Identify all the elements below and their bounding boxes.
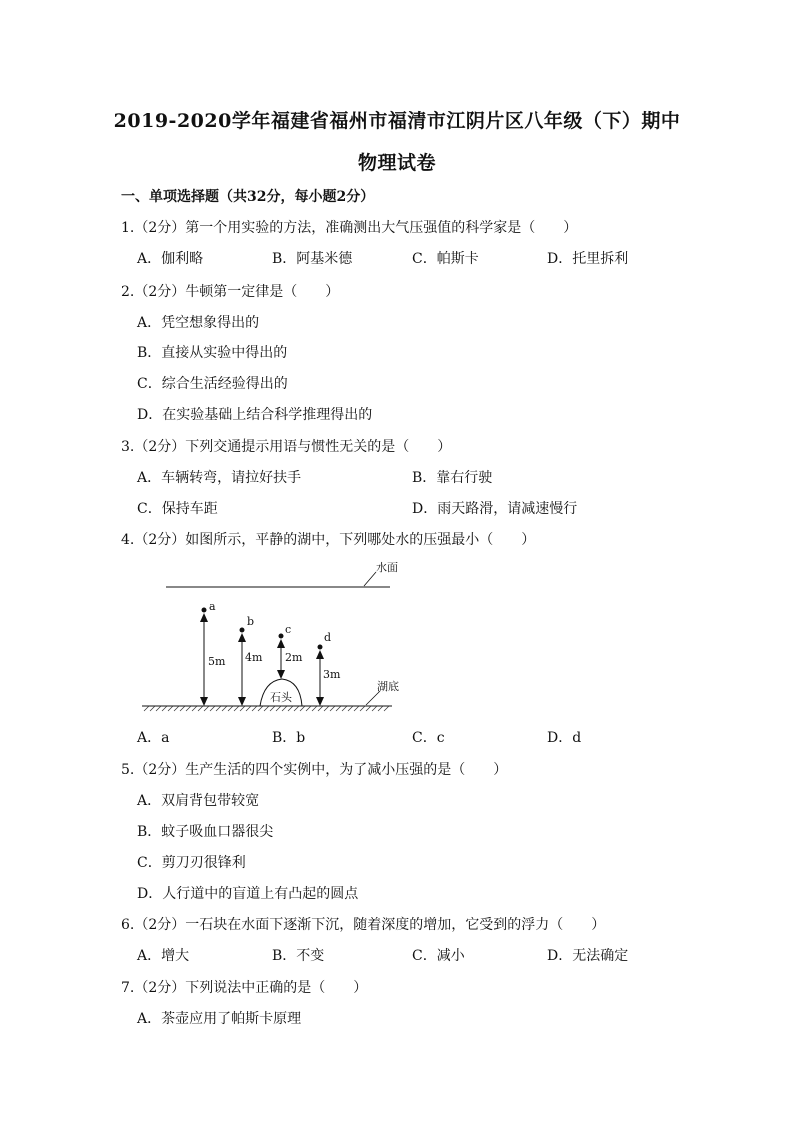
question-1-option-b: B．阿基米德 bbox=[272, 251, 353, 267]
question-6-option-d: D．无法确定 bbox=[547, 948, 629, 964]
lake-bottom-leader bbox=[366, 691, 380, 705]
lake-pressure-figure bbox=[130, 555, 420, 720]
point-b-label: b bbox=[247, 615, 255, 628]
arrowhead-c-bottom bbox=[277, 670, 285, 679]
point-c-dot bbox=[279, 634, 284, 639]
question-2-option-d: D．在实验基础上结合科学推理得出的 bbox=[137, 407, 373, 423]
question-6-option-c: C．减小 bbox=[412, 948, 465, 964]
question-4-option-d: D．d bbox=[547, 730, 582, 746]
lake-bottom-hatching bbox=[144, 706, 389, 711]
depth-label-b: 4m bbox=[245, 651, 263, 664]
question-3-option-c: C．保持车距 bbox=[137, 501, 218, 517]
question-2-option-c: C．综合生活经验得出的 bbox=[137, 376, 288, 392]
arrowhead-a-bottom bbox=[200, 697, 208, 706]
depth-label-d: 3m bbox=[323, 668, 341, 681]
question-1-option-d: D．托里拆利 bbox=[547, 251, 629, 267]
arrowhead-b-bottom bbox=[238, 697, 246, 706]
question-6-option-b: B．不变 bbox=[272, 948, 325, 964]
question-4-option-b: B．b bbox=[272, 730, 306, 746]
arrowhead-d-bottom bbox=[316, 697, 324, 706]
question-5-option-d: D．人行道中的盲道上有凸起的圆点 bbox=[137, 886, 359, 902]
question-2-stem: 2.（2分）牛顿第一定律是（ ） bbox=[121, 284, 340, 300]
question-3-option-d: D．雨天路滑，请减速慢行 bbox=[412, 501, 578, 517]
point-d-label: d bbox=[324, 631, 332, 644]
lake-bottom-label: 湖底 bbox=[377, 680, 399, 693]
point-d-dot bbox=[318, 645, 323, 650]
question-4-option-a: A．a bbox=[137, 730, 170, 746]
question-6-option-a: A．增大 bbox=[137, 948, 190, 964]
question-1-option-a: A．伽利略 bbox=[137, 251, 204, 267]
question-1-stem: 1.（2分）第一个用实验的方法，准确测出大气压强值的科学家是（ ） bbox=[121, 220, 578, 236]
point-a-dot bbox=[202, 608, 207, 613]
arrowhead-b-top bbox=[238, 633, 246, 642]
stone-label: 石头 bbox=[270, 691, 292, 704]
question-2-option-b: B．直接从实验中得出的 bbox=[137, 345, 288, 361]
section-heading: 一、单项选择题（共32分，每小题2分） bbox=[121, 189, 375, 205]
arrowhead-a-top bbox=[200, 613, 208, 622]
point-c-label: c bbox=[285, 623, 292, 636]
question-3-option-a: A．车辆转弯，请拉好扶手 bbox=[137, 470, 302, 486]
question-1-option-c: C．帕斯卡 bbox=[412, 251, 479, 267]
question-5-stem: 5.（2分）生产生活的四个实例中，为了减小压强的是（ ） bbox=[121, 762, 508, 778]
depth-label-a: 5m bbox=[208, 655, 226, 668]
question-4-stem: 4.（2分）如图所示，平静的湖中，下列哪处水的压强最小（ ） bbox=[121, 532, 536, 548]
question-3-stem: 3.（2分）下列交通提示用语与惯性无关的是（ ） bbox=[121, 439, 452, 455]
question-6-stem: 6.（2分）一石块在水面下逐渐下沉，随着深度的增加，它受到的浮力（ ） bbox=[121, 917, 606, 933]
water-surface-leader bbox=[364, 572, 376, 586]
point-a-label: a bbox=[209, 600, 216, 613]
depth-label-c: 2m bbox=[285, 651, 303, 664]
arrowhead-d-top bbox=[316, 650, 324, 659]
question-3-option-b: B．靠右行驶 bbox=[412, 470, 493, 486]
question-5-option-a: A．双肩背包带较宽 bbox=[137, 793, 260, 809]
question-5-option-b: B．蚊子吸血口器很尖 bbox=[137, 824, 274, 840]
question-2-option-a: A．凭空想象得出的 bbox=[137, 315, 260, 331]
title-line-2: 物理试卷 bbox=[357, 152, 436, 174]
question-7-option-a: A．茶壶应用了帕斯卡原理 bbox=[137, 1011, 302, 1027]
question-5-option-c: C．剪刀刃很锋利 bbox=[137, 855, 246, 871]
question-4-option-c: C．c bbox=[412, 730, 445, 746]
point-b-dot bbox=[240, 628, 245, 633]
title-line-1: 2019-2020学年福建省福州市福清市江阴片区八年级（下）期中 bbox=[113, 110, 681, 132]
arrowhead-c-top bbox=[277, 639, 285, 648]
water-surface-label: 水面 bbox=[376, 561, 398, 574]
question-7-stem: 7.（2分）下列说法中正确的是（ ） bbox=[121, 980, 368, 996]
